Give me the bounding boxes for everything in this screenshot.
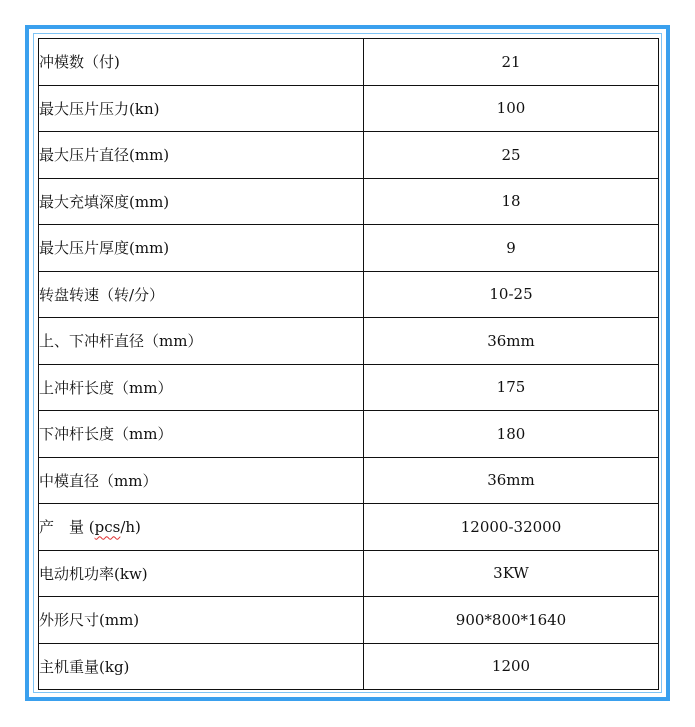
param-name-cell: 电动机功率(kw) [39, 550, 364, 597]
param-value-cell: 900*800*1640 [364, 597, 659, 644]
table-row [39, 643, 659, 690]
param-value-cell: 25 [364, 132, 659, 179]
table-row [39, 364, 659, 411]
param-name-cell [39, 504, 364, 551]
table-row [39, 597, 659, 644]
param-value-cell: 10-25 [364, 271, 659, 318]
param-value-cell: 100 [364, 85, 659, 132]
param-name-cell: 冲模数（付) [39, 39, 364, 86]
param-name-cell: 主机重量(kg) [39, 643, 364, 690]
param-name-cell: 中模直径（mm） [39, 457, 364, 504]
table-row [39, 85, 659, 132]
param-value-cell: 1200 [364, 643, 659, 690]
param-value-cell: 36mm [364, 457, 659, 504]
param-name-cell: 上冲杆长度（mm） [39, 364, 364, 411]
param-name-cell: 最大压片直径(mm) [39, 132, 364, 179]
param-value-cell: 18 [364, 178, 659, 225]
table-row [39, 39, 659, 86]
param-name-cell: 下冲杆长度（mm） [39, 411, 364, 458]
table-row [39, 411, 659, 458]
param-value-cell: 21 [364, 39, 659, 86]
param-name-cell: 最大充填深度(mm) [39, 178, 364, 225]
spec-table [38, 38, 659, 690]
param-value-cell: 3KW [364, 550, 659, 597]
table-row [39, 132, 659, 179]
param-value-cell: 180 [364, 411, 659, 458]
param-value-cell: 12000-32000 [364, 504, 659, 551]
spec-table-body [39, 39, 659, 690]
table-row [39, 457, 659, 504]
param-name-cell: 上、下冲杆直径（mm） [39, 318, 364, 365]
table-row [39, 550, 659, 597]
param-name-cell: 最大压片厚度(mm) [39, 225, 364, 272]
param-value-cell: 175 [364, 364, 659, 411]
table-row [39, 271, 659, 318]
param-value-cell: 9 [364, 225, 659, 272]
table-row [39, 178, 659, 225]
param-name-suffix: /h) [120, 518, 141, 537]
param-name-prefix: 产 量 ( [39, 518, 95, 537]
param-value-cell: 36mm [364, 318, 659, 365]
spellcheck-marked-word: pcs [94, 518, 121, 537]
param-name-cell: 外形尺寸(mm) [39, 597, 364, 644]
param-name-cell: 最大压片压力(kn) [39, 85, 364, 132]
table-row [39, 504, 659, 551]
param-name-cell: 转盘转速（转/分） [39, 271, 364, 318]
table-row [39, 225, 659, 272]
table-row [39, 318, 659, 365]
